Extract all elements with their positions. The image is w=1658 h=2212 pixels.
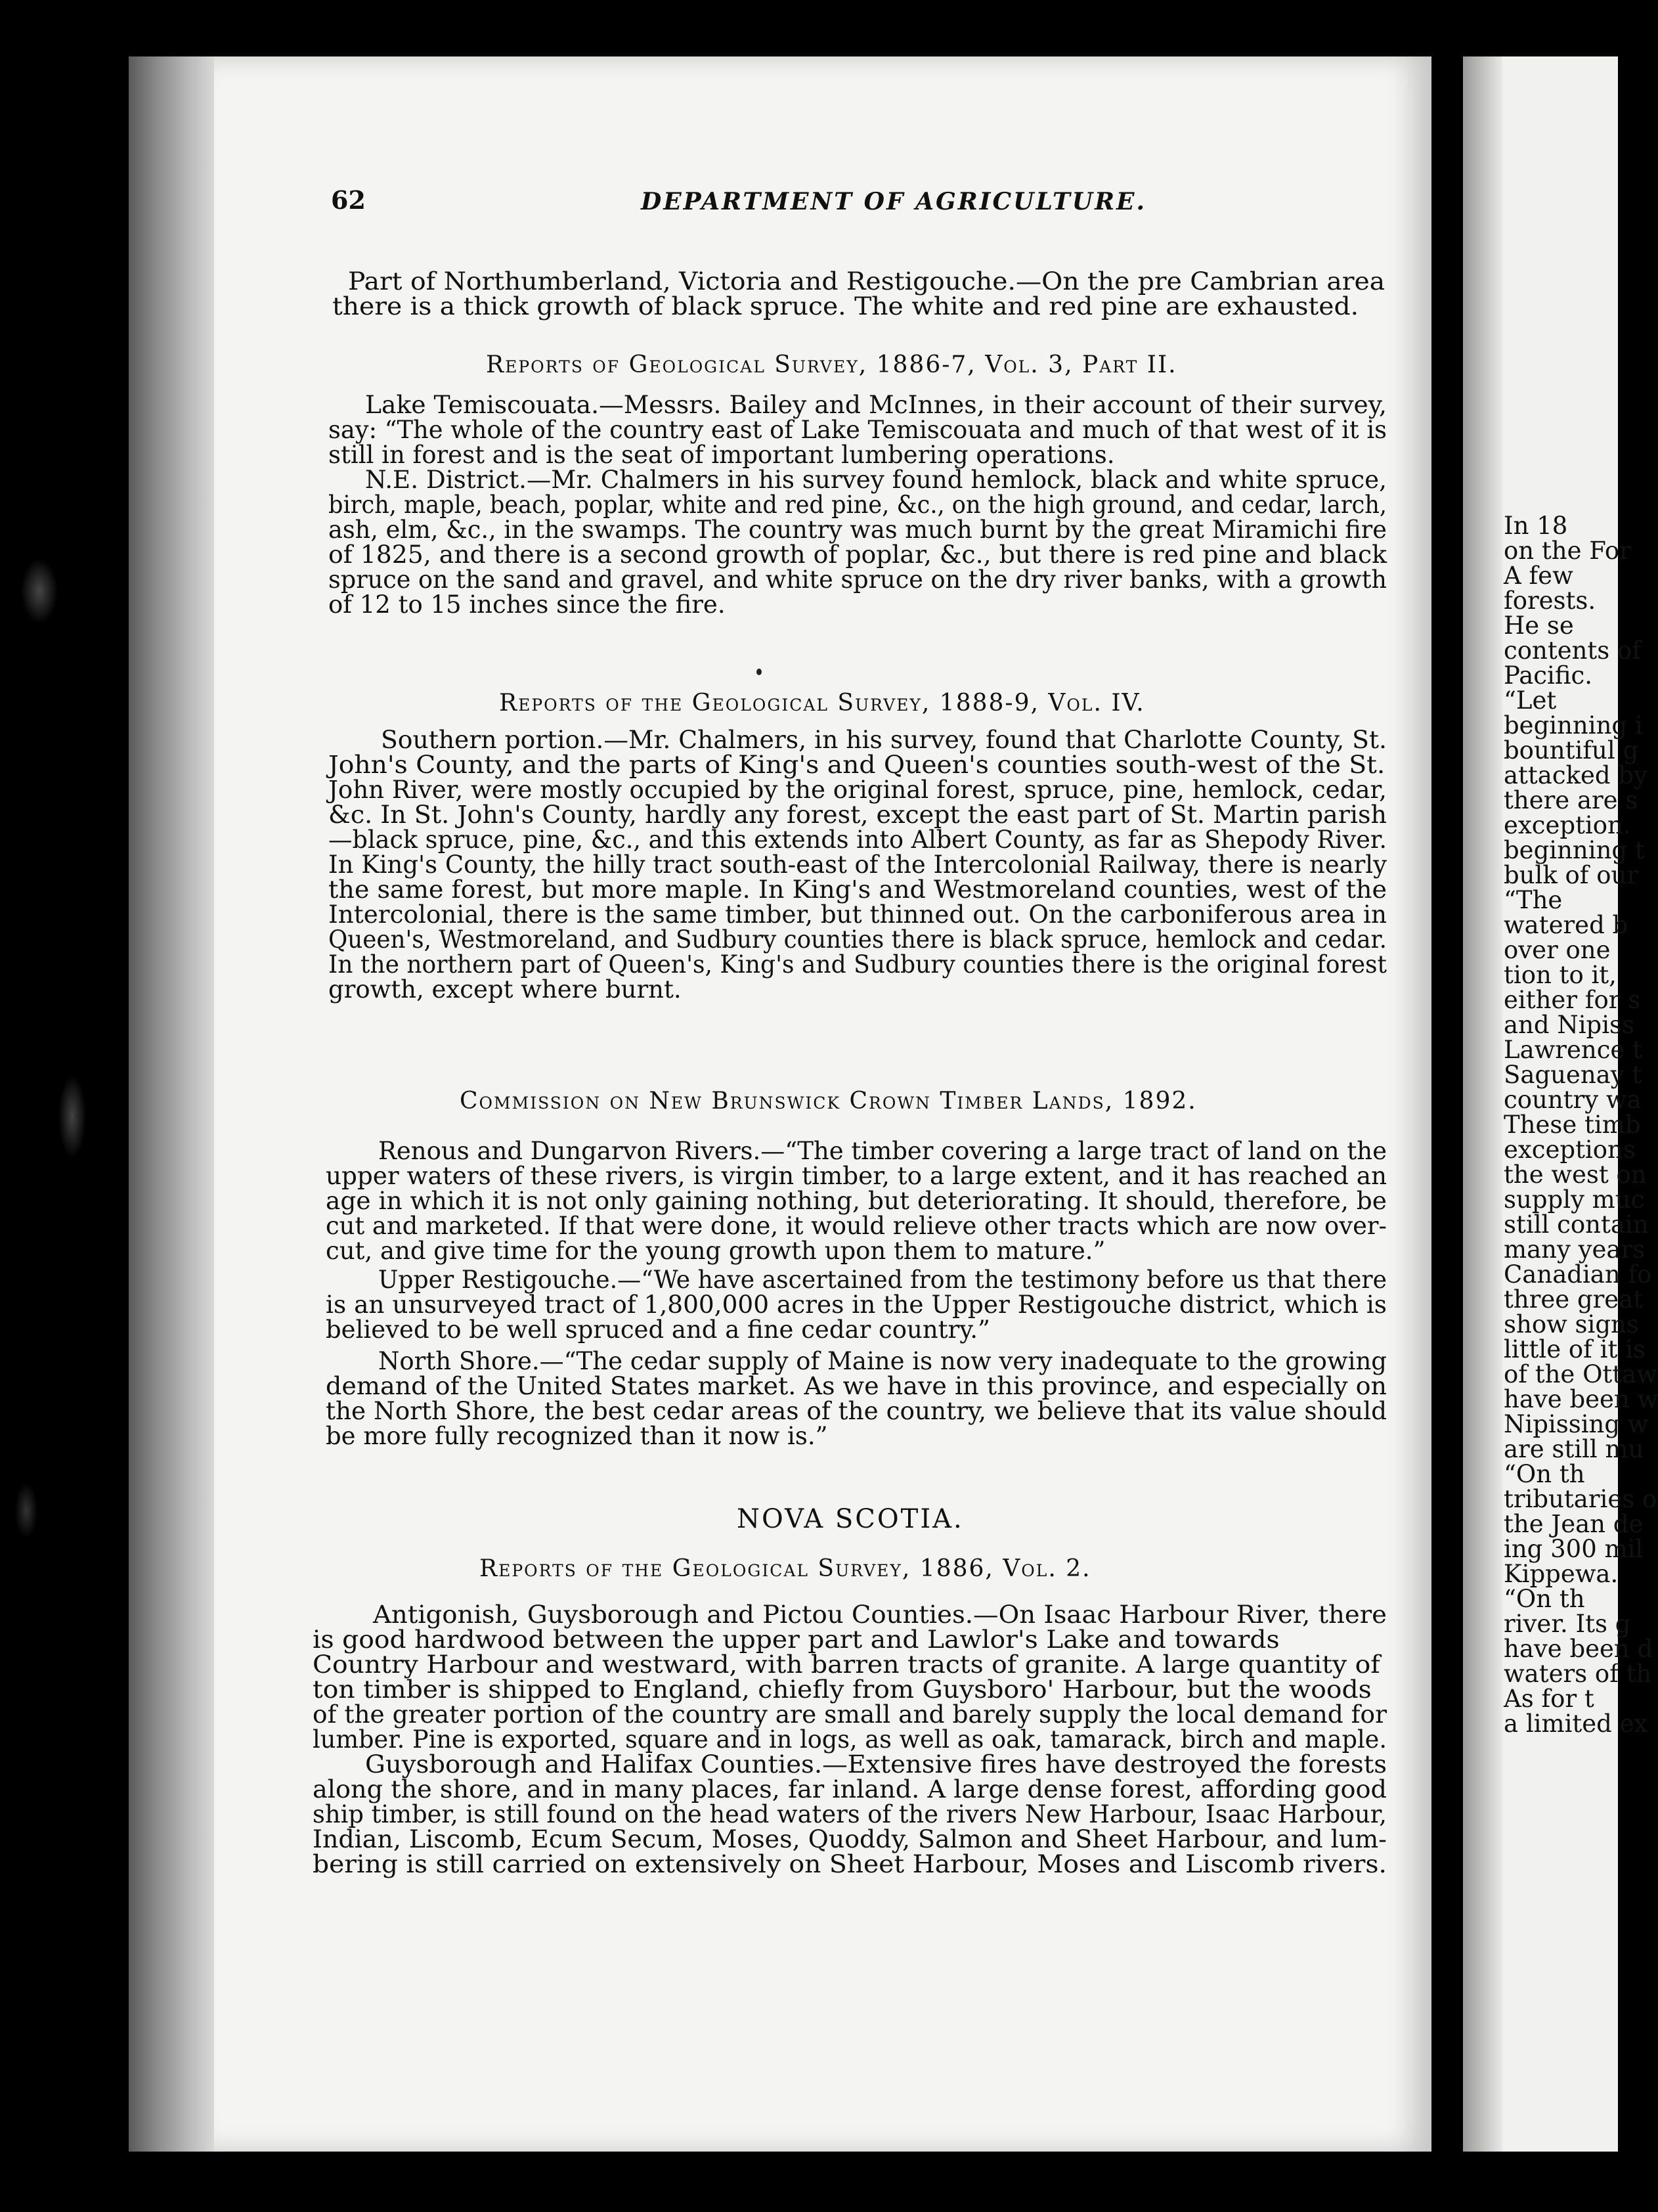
text-line: be more fully recognized than it now is.”: [326, 1422, 828, 1450]
text-line: &c. In St. John's County, hardly any forest, except the east part of St. Martin parish: [328, 801, 1387, 829]
right-text-line: Nipissing w: [1504, 1410, 1649, 1438]
text-line: In the northern part of Queen's, King's and Sudbury counties there is the original forest: [328, 950, 1387, 979]
text-line: of the greater portion of the country are small and barely supply the local demand for: [313, 1700, 1387, 1729]
text-line: bering is still carried on extensively on Sheet Harbour, Moses and Liscomb rivers.: [313, 1850, 1387, 1878]
text-line: John's County, and the parts of King's and Queen's counties south-west of the St.: [328, 751, 1385, 779]
right-text-line: have been d: [1504, 1635, 1653, 1663]
right-text-line: many years: [1504, 1235, 1646, 1264]
right-text-line: on the For: [1504, 537, 1631, 565]
report-heading: Reports of the Geological Survey, 1886, Vol. 2.: [479, 1555, 1091, 1582]
right-text-line: contents of: [1504, 636, 1642, 665]
text-line: of 1825, and there is a second growth of poplar, &c., but there is red pine and black: [328, 541, 1387, 569]
right-text-line: three great: [1504, 1285, 1644, 1314]
text-line: of 12 to 15 inches since the fire.: [328, 590, 726, 619]
right-text-line: bulk of our: [1504, 861, 1639, 889]
right-text-line: forests.: [1504, 586, 1596, 615]
text-line: cut and marketed. If that were done, it would relieve other tracts which are now over-: [326, 1212, 1387, 1240]
report-heading: Reports of Geological Survey, 1886-7, Vol. 3, Part II.: [486, 351, 1177, 378]
text-line: Guysborough and Halifax Counties.—Extensive fires have destroyed the forests: [365, 1750, 1387, 1779]
right-text-line: still contain: [1504, 1210, 1649, 1239]
text-line: cut, and give time for the young growth upon them to mature.”: [326, 1237, 1106, 1265]
text-line: lumber. Pine is exported, square and in logs, as well as oak, tamarack, birch and maple.: [313, 1725, 1387, 1754]
book-spine: [129, 56, 214, 2152]
text-line: Antigonish, Guysborough and Pictou Counties.—On Isaac Harbour River, there: [373, 1601, 1387, 1629]
text-line: Intercolonial, there is the same timber, but thinned out. On the carboniferous area in: [328, 900, 1387, 929]
text-line: there is a thick growth of black spruce. The white and red pine are exhausted.: [332, 292, 1359, 321]
right-text-line: “On th: [1504, 1585, 1585, 1613]
right-text-line: over one: [1504, 936, 1611, 964]
text-line: John River, were mostly occupied by the original forest, spruce, pine, hemlock, cedar,: [328, 776, 1387, 804]
right-text-line: there are s: [1504, 786, 1638, 814]
text-line: Part of Northumberland, Victoria and Restigouche.—On the pre Cambrian area: [348, 267, 1385, 296]
running-title: DEPARTMENT OF AGRICULTURE.: [641, 188, 1147, 215]
right-text-line: Kippewa.: [1504, 1560, 1619, 1588]
scan-background: [0, 0, 129, 2212]
right-text-line: watered b: [1504, 911, 1628, 939]
text-line: ship timber, is still found on the head waters of the rivers New Harbour, Isaac Harbour,: [313, 1800, 1387, 1828]
text-line: the same forest, but more maple. In King's and Westmoreland counties, west of the: [328, 875, 1387, 904]
right-text-line: supply muc: [1504, 1185, 1645, 1214]
right-text-line: “On th: [1504, 1460, 1585, 1488]
text-line: is an unsurveyed tract of 1,800,000 acres in the Upper Restigouche district, which is: [326, 1291, 1387, 1319]
right-text-line: As for t: [1504, 1685, 1594, 1713]
right-text-line: Lawrence t: [1504, 1036, 1642, 1064]
right-text-line: In 18: [1504, 512, 1568, 540]
page-number: 62: [331, 185, 366, 215]
section-heading: NOVA SCOTIA.: [737, 1504, 964, 1534]
text-line: say: “The whole of the country east of Lake Temiscouata and much of that west of it is: [328, 416, 1387, 444]
text-line: age in which it is not only gaining nothing, but deteriorating. It should, therefore, be: [326, 1187, 1387, 1215]
text-line: along the shore, and in many places, far inland. A large dense forest, affording good: [313, 1775, 1387, 1803]
text-line: Country Harbour and westward, with barren tracts of granite. A large quantity of: [313, 1650, 1380, 1679]
right-text-line: attacked by: [1504, 761, 1647, 789]
right-text-line: the Jean de: [1504, 1510, 1644, 1538]
right-text-line: a limited ex: [1504, 1710, 1648, 1738]
right-text-line: Saguenay t: [1504, 1061, 1642, 1089]
right-text-line: tributaries o: [1504, 1485, 1657, 1513]
report-heading: Commission on New Brunswick Crown Timber Lands, 1892.: [460, 1088, 1197, 1115]
right-page-gutter: [1463, 56, 1502, 2152]
text-line: In King's County, the hilly tract south-east of the Intercolonial Railway, there is nearly: [328, 851, 1387, 879]
right-text-line: waters of th: [1504, 1660, 1652, 1688]
text-line: —black spruce, pine, &c., and this extends into Albert County, as far as Shepody River.: [328, 826, 1387, 854]
text-line: ton timber is shipped to England, chiefly from Guysboro' Harbour, but the woods: [313, 1675, 1372, 1704]
right-text-line: These timb: [1504, 1111, 1641, 1139]
text-line: the North Shore, the best cedar areas of the country, we believe that its value should: [326, 1397, 1387, 1425]
text-line: Indian, Liscomb, Ecum Secum, Moses, Quoddy, Salmon and Sheet Harbour, and lum-: [313, 1825, 1387, 1853]
text-line: still in forest and is the seat of important lumbering operations.: [328, 441, 1115, 469]
right-text-line: “Let: [1504, 686, 1557, 715]
text-line: upper waters of these rivers, is virgin timber, to a large extent, and it has reached an: [326, 1162, 1387, 1190]
text-line: believed to be well spruced and a fine cedar country.”: [326, 1316, 990, 1344]
right-text-line: either for s: [1504, 986, 1641, 1014]
right-text-line: “The: [1504, 886, 1563, 914]
right-page: [1463, 56, 1658, 2152]
text-line: growth, except where burnt.: [328, 975, 682, 1004]
right-text-line: He se: [1504, 611, 1574, 640]
right-text-line: little of it is: [1504, 1335, 1646, 1363]
right-text-line: ing 300 mil: [1504, 1535, 1644, 1563]
text-line: Upper Restigouche.—“We have ascertained from the testimony before us that there: [378, 1266, 1387, 1294]
right-text-line: Pacific.: [1504, 661, 1593, 690]
right-text-line: bountiful g: [1504, 736, 1639, 764]
ink-dot: [756, 669, 762, 675]
right-text-line: and Nipiss: [1504, 1011, 1635, 1039]
text-line: Lake Temiscouata.—Messrs. Bailey and McInnes, in their account of their survey,: [365, 391, 1387, 419]
report-heading: Reports of the Geological Survey, 1888-9, Vol. IV.: [499, 690, 1145, 717]
right-text-line: have been w: [1504, 1385, 1658, 1413]
text-line: Renous and Dungarvon Rivers.—“The timber covering a large tract of land on the: [378, 1137, 1387, 1165]
text-line: Queen's, Westmoreland, and Sudbury counties there is black spruce, hemlock and cedar.: [328, 925, 1387, 954]
text-line: is good hardwood between the upper part and Lawlor's Lake and towards: [313, 1626, 1280, 1654]
right-text-line: are still mu: [1504, 1435, 1644, 1463]
text-line: birch, maple, beach, poplar, white and red pine, &c., on the high ground, and cedar, larch,: [328, 491, 1387, 519]
right-text-line: Canadian fo: [1504, 1260, 1652, 1289]
right-text-line: A few: [1504, 562, 1573, 590]
right-text-line: show signs: [1504, 1310, 1639, 1338]
right-text-line: exception.: [1504, 811, 1631, 839]
right-text-line: tion to it,: [1504, 961, 1617, 989]
text-line: Southern portion.—Mr. Chalmers, in his survey, found that Charlotte County, St.: [381, 726, 1387, 754]
right-text-line: the west on: [1504, 1161, 1647, 1189]
text-line: N.E. District.—Mr. Chalmers in his survey found hemlock, black and white spruce,: [365, 466, 1387, 494]
right-text-line: of the Ottaw: [1504, 1360, 1657, 1388]
right-text-line: exceptions: [1504, 1136, 1636, 1164]
text-line: demand of the United States market. As we have in this province, and especially on: [326, 1372, 1387, 1400]
text-line: North Shore.—“The cedar supply of Maine is now very inadequate to the growing: [378, 1347, 1387, 1375]
right-text-line: river. Its g: [1504, 1610, 1631, 1638]
right-text-line: beginning i: [1504, 711, 1643, 740]
text-line: spruce on the sand and gravel, and white spruce on the dry river banks, with a growth: [328, 565, 1387, 594]
right-text-line: country wa: [1504, 1086, 1642, 1114]
right-text-line: beginning t: [1504, 836, 1645, 864]
text-line: ash, elm, &c., in the swamps. The country was much burnt by the great Miramichi fire: [328, 516, 1387, 544]
